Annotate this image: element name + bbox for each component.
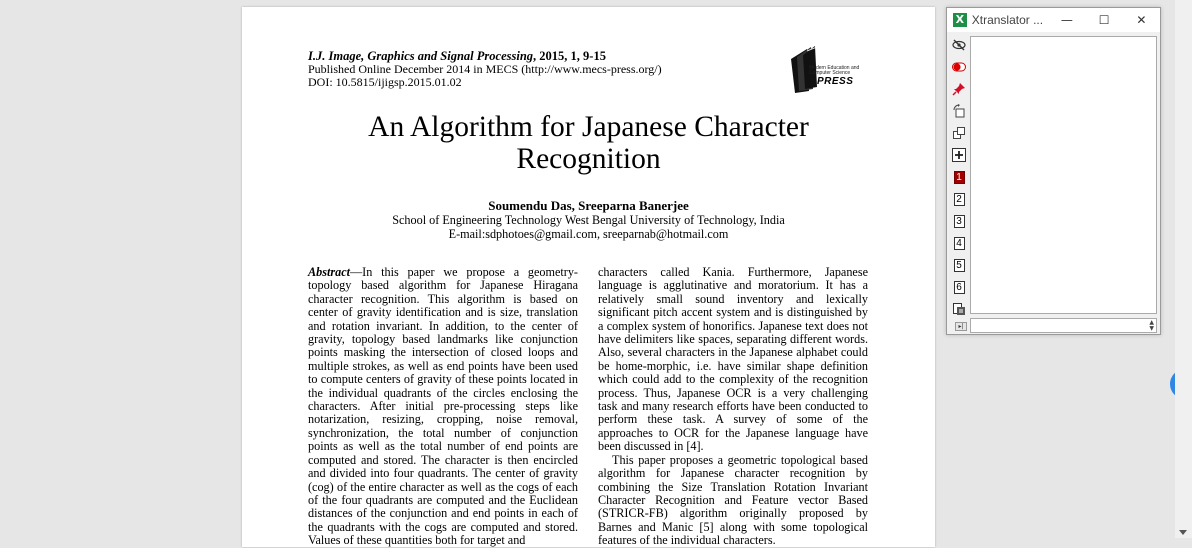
journal-header <box>308 50 662 89</box>
slot-3-label: 3 <box>954 215 965 228</box>
maximize-button[interactable]: ☐ <box>1098 13 1110 27</box>
email: E-mail:sdphotoes@gmail.com, sreeparnab@hotmail.com <box>448 227 729 241</box>
abstract-label: Abstract <box>308 265 350 279</box>
add-icon[interactable] <box>950 146 968 164</box>
slot-5-button[interactable] <box>950 256 968 274</box>
paper-title-line1: An Algorithm for Japanese Character <box>368 111 809 143</box>
mecs-press-logo <box>787 45 871 95</box>
slot-4-button[interactable] <box>950 234 968 252</box>
paper-title <box>308 111 869 175</box>
abstract-text: —In this paper we propose a geometry- topology based algorithm for Japanese Hiragana character recognition. This algorithm is based on center of gravity identification and is size, translation and rotation invariant. In addition, to the center of gravity, topology based landmarks like conjunction points masking the intersection of closed loops and multiple strokes, as well as end points have been used to compute centers of gravity of these points located in the individual quadrants of the circles enclosing the characters. After initial pre-processing steps like notarization, resizing, cropping, noise removal, synchronization, the total number of conjunction points as well as the total number of end points are computed and stored. The character is then encircled and divided into four quadrants. The center of gravity (cog) of the entire character as well as the cogs of each of the four quadrants are computed and the Euclidean distances of the conjunction and end points in each of the quadrants with the cogs are computed and stored. Values of these quantities both for target and <box>308 265 578 548</box>
translation-output-pane[interactable] <box>970 36 1157 314</box>
toggle-switch-icon[interactable] <box>950 58 968 76</box>
translator-window <box>946 7 1161 335</box>
translator-toolbar <box>949 36 969 322</box>
journal-issue: , 2015, 1, 9-15 <box>533 49 606 63</box>
vertical-scrollbar[interactable] <box>1175 0 1192 538</box>
collapse-toggle-button[interactable]: ▸| <box>955 322 967 331</box>
window-title: Xtranslator ... <box>971 13 1044 27</box>
slot-1-label: 1 <box>954 171 965 184</box>
close-button[interactable]: ✕ <box>1136 13 1147 27</box>
rotate-copy-icon[interactable] <box>950 102 968 120</box>
minimize-button[interactable]: — <box>1060 13 1073 27</box>
right-column <box>598 266 868 548</box>
pin-icon[interactable] <box>950 80 968 98</box>
paper-title-line2: Recognition <box>516 143 661 175</box>
scroll-down-icon[interactable] <box>1179 530 1187 535</box>
left-column <box>308 266 578 548</box>
document-copy-icon[interactable] <box>950 300 968 318</box>
slot-2-label: 2 <box>954 193 965 206</box>
copy-icon[interactable] <box>950 124 968 142</box>
published-line: Published Online December 2014 in MECS (http://www.mecs-press.org/) <box>308 62 662 76</box>
slot-1-button[interactable] <box>950 168 968 186</box>
slot-6-label: 6 <box>954 281 965 294</box>
slot-6-button[interactable] <box>950 278 968 296</box>
translation-input-field[interactable] <box>970 318 1157 333</box>
authors: Soumendu Das, Sreeparna Banerjee <box>488 198 689 213</box>
affiliation-block <box>308 213 869 241</box>
logo-text: Modern Education and Computer Science <box>809 65 860 76</box>
affiliation: School of Engineering Technology West Bengal University of Technology, India <box>392 213 785 227</box>
slot-5-label: 5 <box>954 259 965 272</box>
slot-3-button[interactable] <box>950 212 968 230</box>
translator-titlebar[interactable] <box>947 8 1160 32</box>
journal-title: I.J. Image, Graphics and Signal Processing <box>308 49 534 63</box>
right-paragraph-2: This paper proposes a geometric topological based algorithm for Japanese character recognition by combining the Size Translation Rotation Invariant Character Recognition and Feature vector Based (STRICR-FB) algorithm originally proposed by Barnes and Manic [5] along with some topological features of the individual characters. <box>598 452 868 548</box>
document-page <box>242 7 935 547</box>
slot-4-label: 4 <box>954 237 965 250</box>
hide-eye-icon[interactable] <box>950 36 968 54</box>
xtranslator-app-icon: X <box>953 13 967 27</box>
logo-press: PRESS <box>817 76 854 87</box>
spinner-arrows-icon[interactable]: ▲ ▼ <box>1149 319 1154 332</box>
slot-2-button[interactable] <box>950 190 968 208</box>
doi-line: DOI: 10.5815/ijigsp.2015.01.02 <box>308 75 462 89</box>
right-paragraph-1: characters called Kania. Furthermore, Japanese language is agglutinative and moratorium. It has a relatively small sound inventory and lexically significant pitch accent system and is distinguished by a complex system of honorifics. Japanese text does not have delimiters like spaces, separating different words. Also, several characters in the Japanese alphabet could be home-morphic, i.e. have similar shape definition which could add to the complexity of the recognition process. Thus, Japanese OCR is a very challenging task and many research efforts have been conducted to perform these task. A survey of some of the approaches to OCR for the Japanese language have been discussed in [4]. <box>598 265 868 454</box>
